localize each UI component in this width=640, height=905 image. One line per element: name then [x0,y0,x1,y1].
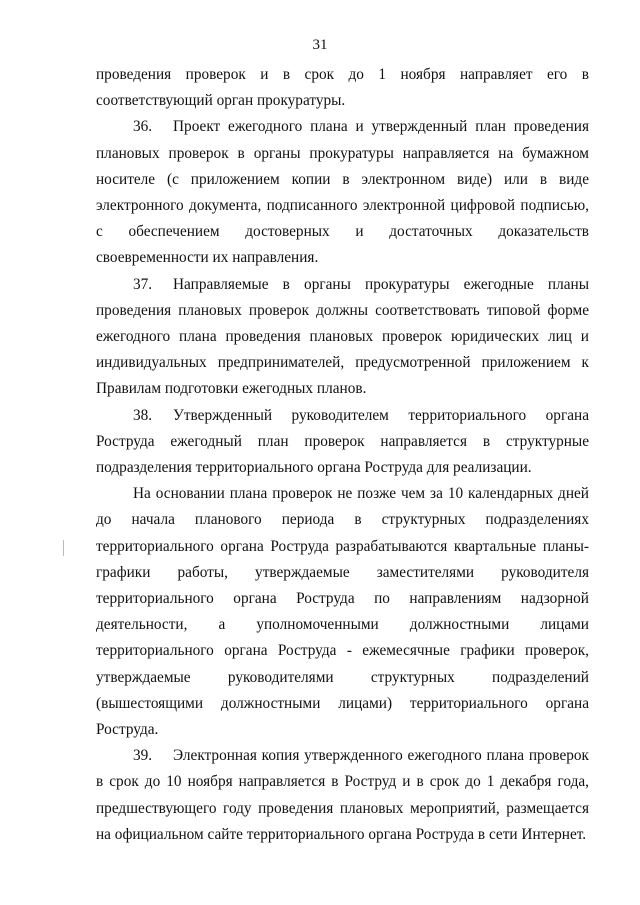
paragraph-number: 36. [133,118,153,136]
paragraph-36 [96,114,589,271]
paragraph-text: Направляемые в органы прокуратуры ежегодные планы проведения плановых проверок должны соответствовать типовой форме ежегодного плана проведения плановых проверок юридических лиц и индивидуальных предпринимателей, предусмотренной приложением к Правилам подготовки ежегодных планов. [96,275,589,398]
paragraph-text: Проект ежегодного плана и утвержденный план проведения плановых проверок в органы прокуратуры направляется на бумажном носителе (с приложением копии в электронном виде) или в виде электронного документа, подписанного электронной цифровой подписью, с обеспечением достоверных и достаточных доказательств своевременности их направления. [96,118,589,267]
paragraph-text: Утвержденный руководителем территориального органа Роструда ежегодный план проверок направляется в структурные подразделения территориального органа Роструда для реализации. [96,406,589,477]
paragraph-38-continuation [96,481,589,743]
page-number: 31 [312,37,328,53]
paragraph-number: 38. [133,406,153,424]
paragraph-37 [96,272,589,403]
scan-margin-mark [63,540,64,556]
paragraph-number: 39. [133,747,153,765]
paragraph-text: проведения проверок и в срок до 1 ноября направляет его в соответствующий орган прокуратуры. [96,66,589,110]
paragraph-39 [96,743,589,848]
document-body [96,62,589,848]
paragraph-38 [96,403,589,482]
paragraph-text: На основании плана проверок не позже чем за 10 календарных дней до начала планового периода в структурных подразделениях территориального органа Роструда разрабатываются квартальные планы-графики работы, утверждаемые заместителями руководителя территориального органа Роструда по направлениям надзорной деятельности, а уполномоченными должностными лицами территориального органа Роструда - ежемесячные графики проверок, утверждаемые руководителями структурных подразделений (вышестоящими должностными лицами) территориального органа Роструда. [96,485,589,739]
paragraph-number: 37. [133,275,153,293]
paragraph-text: Электронная копия утвержденного ежегодного плана проверок в срок до 10 ноября направляется в Роструд и в срок до 1 декабря года, предшествующего году проведения плановых мероприятий, размещается на официальном сайте территориального органа Роструда в сети Интернет. [96,747,589,843]
paragraph-continuation [96,62,589,114]
